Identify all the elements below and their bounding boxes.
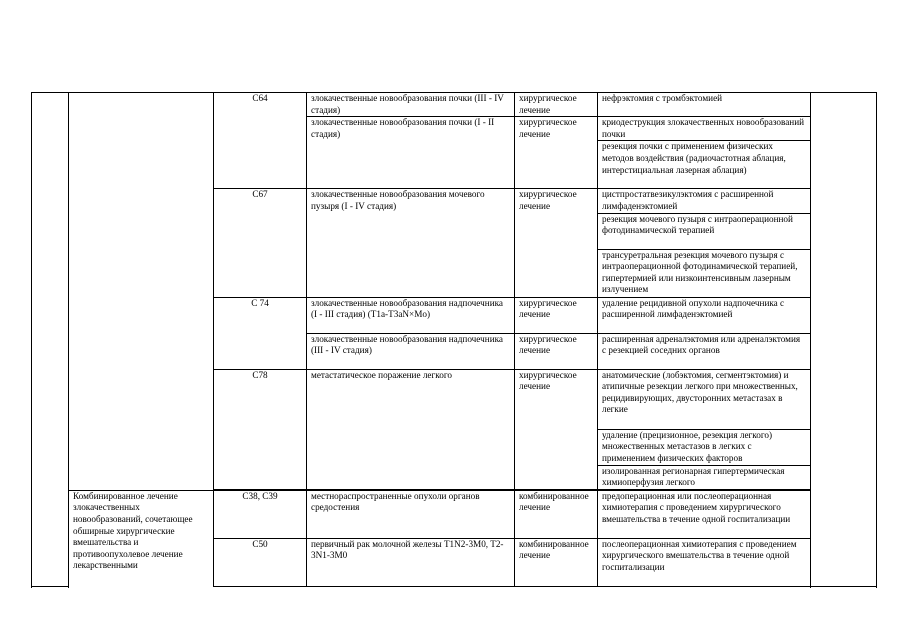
treatment-type-cell: хирургическое лечение	[515, 93, 598, 117]
treatment-type-cell: хирургическое лечение	[515, 369, 598, 489]
code-cell: C 74	[214, 297, 307, 369]
method-cell: изолированная регионарная гипертермическая химиоперфузия легкого	[598, 465, 811, 489]
method-cell: цистпростатвезикулэктомия с расширенной лимфаденэктомией	[598, 189, 811, 213]
method-cell: криодеструкция злокачественных новообразований почки	[598, 117, 811, 141]
table-row	[32, 93, 877, 117]
code-cell: C64	[214, 93, 307, 189]
table-row	[32, 490, 877, 538]
treatment-type-cell: хирургическое лечение	[515, 189, 598, 297]
diagnosis-cell: злокачественные новообразования мочевого пузыря (I - IV стадия)	[307, 189, 515, 297]
treatment-type-cell: хирургическое лечение	[515, 297, 598, 333]
diagnosis-cell: злокачественные новообразования почки (I - II стадия)	[307, 117, 515, 189]
diagnosis-cell: злокачественные новообразования надпочечника (I - III стадия) (T1a-T3aN×Mo)	[307, 297, 515, 333]
treatment-table	[31, 92, 877, 587]
diagnosis-cell: злокачественные новообразования надпочечника (III - IV стадия)	[307, 333, 515, 369]
method-cell: послеоперационная химиотерапия с проведением хирургического вмешательства в течение одной госпитализации	[598, 538, 811, 586]
method-cell: удаление (прецизионное, резекция легкого) множественных метастазов в легких с применением физических факторов	[598, 429, 811, 465]
treatment-type-cell: комбинированное лечение	[515, 490, 598, 538]
diagnosis-cell: метастатическое поражение легкого	[307, 369, 515, 489]
code-cell: C50	[214, 538, 307, 586]
method-cell: анатомические (лобэктомия, сегментэктомия) и атипичные резекции легкого при множественных, рецидивирующих, двусторонних метастазах в легкие	[598, 369, 811, 429]
diagnosis-cell: местнораспространенные опухоли органов средостения	[307, 490, 515, 538]
group-cell: Комбинированное лечение злокачественных новообразований, сочетающее обширные хирургические вмешательства и противоопухолевое лечение лекарственными	[69, 490, 214, 587]
note-cell	[811, 93, 877, 587]
method-cell: нефрэктомия с тромбэктомией	[598, 93, 811, 117]
method-cell: резекция мочевого пузыря с интраоперационной фотодинамической терапией	[598, 213, 811, 249]
treatment-type-cell: хирургическое лечение	[515, 117, 598, 189]
code-cell: C38, C39	[214, 490, 307, 538]
code-cell: C67	[214, 189, 307, 297]
code-cell: C78	[214, 369, 307, 489]
method-cell: удаление рецидивной опухоли надпочечника с расширенной лимфаденэктомией	[598, 297, 811, 333]
treatment-type-cell: комбинированное лечение	[515, 538, 598, 586]
method-cell: резекция почки с применением физических методов воздействия (радиочастотная аблация, интерстициальная лазерная аблация)	[598, 141, 811, 189]
method-cell: трансуретральная резекция мочевого пузыря с интраоперационной фотодинамической терапией, гипертермией или низкоинтенсивным лазерным излучением	[598, 249, 811, 297]
method-cell: предоперационная или послеоперационная химиотерапия с проведением хирургического вмешательства в течение одной госпитализации	[598, 490, 811, 538]
diagnosis-cell: злокачественные новообразования почки (III - IV стадия)	[307, 93, 515, 117]
treatment-type-cell: хирургическое лечение	[515, 333, 598, 369]
method-cell: расширенная адреналэктомия или адреналэктомия с резекцией соседних органов	[598, 333, 811, 369]
group-cell-empty	[69, 93, 214, 491]
number-cell	[32, 93, 69, 587]
diagnosis-cell: первичный рак молочной железы T1N2-3M0, T2-3N1-3M0	[307, 538, 515, 586]
